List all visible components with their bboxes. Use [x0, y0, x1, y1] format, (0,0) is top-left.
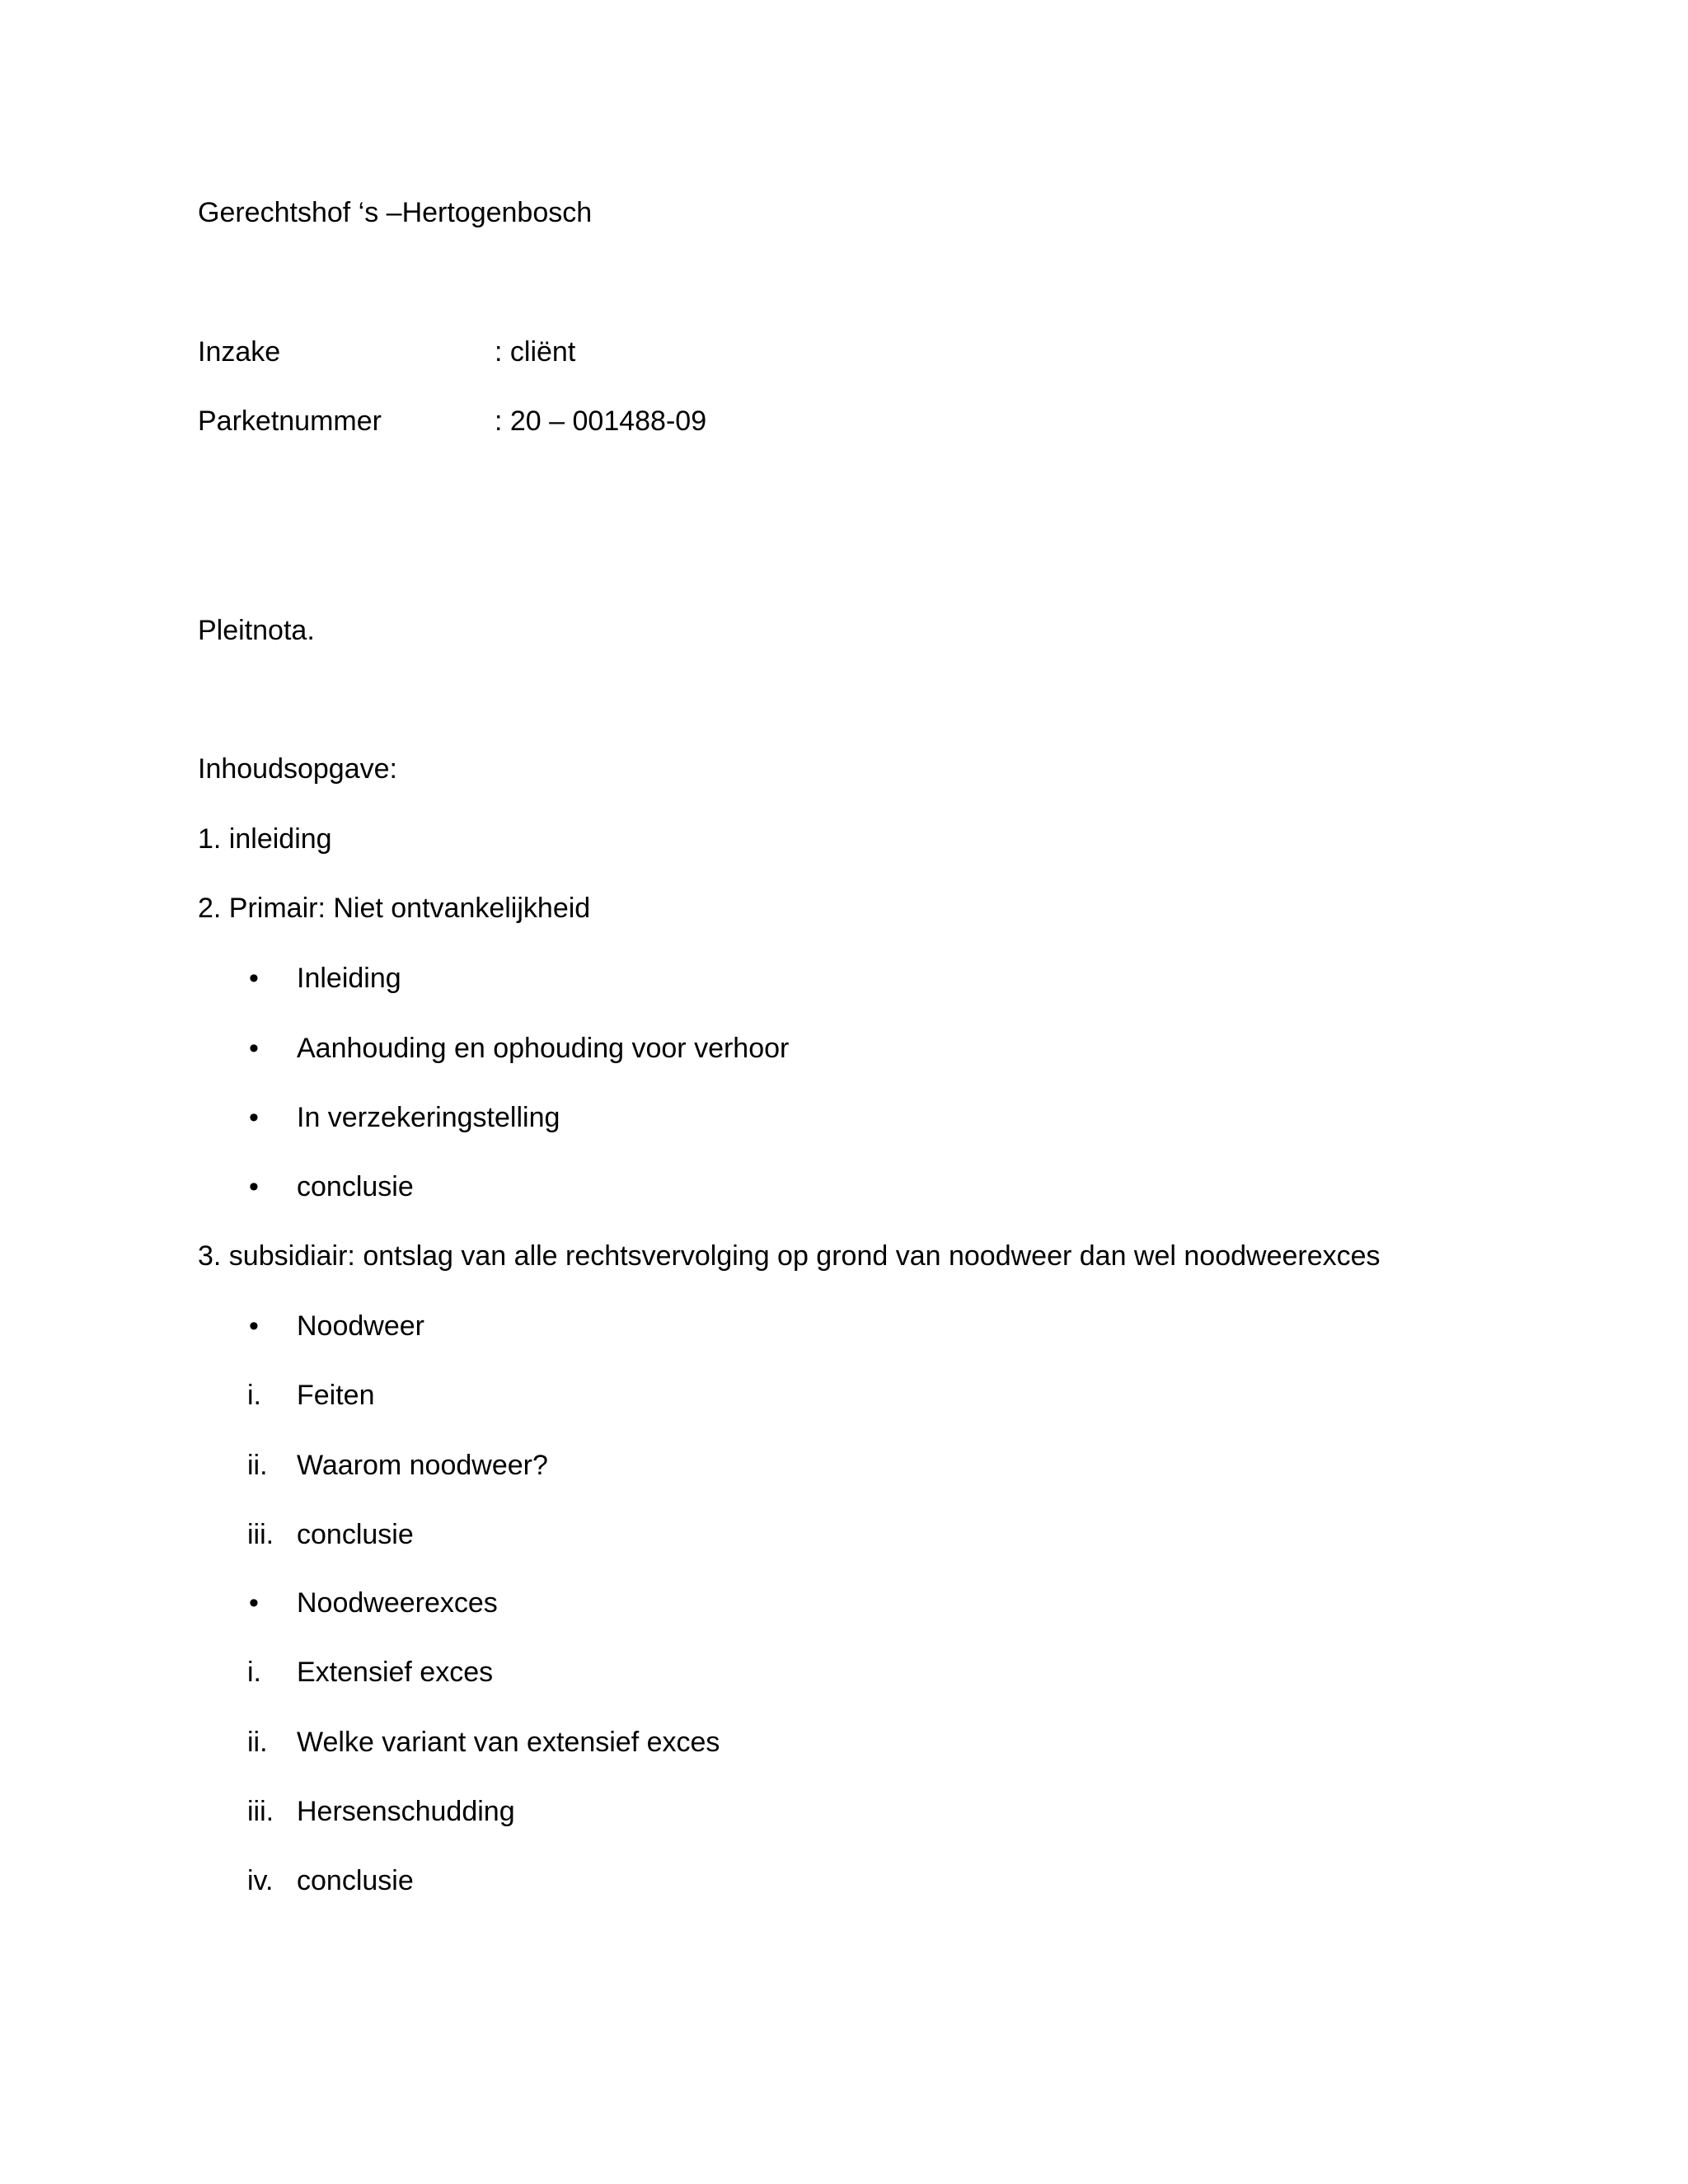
toc-heading: Inhoudsopgave: [198, 753, 397, 785]
document-title: Pleitnota. [198, 615, 315, 646]
bullet-marker: • [249, 1587, 259, 1619]
parketnummer-label: Parketnummer [198, 405, 382, 437]
roman-marker: ii. [247, 1727, 268, 1758]
bullet-marker: • [249, 1033, 259, 1064]
bullet-marker: • [249, 1171, 259, 1202]
toc-item-conclusie: conclusie [297, 1865, 414, 1896]
roman-marker: iii. [247, 1796, 274, 1827]
toc-item-extensief-exces: Extensief exces [297, 1657, 494, 1688]
inzake-label: Inzake [198, 336, 281, 368]
parketnummer-value: : 20 – 001488-09 [495, 405, 707, 437]
bullet-marker: • [249, 1310, 259, 1342]
roman-marker: iv. [247, 1865, 274, 1896]
roman-marker: i. [247, 1380, 261, 1411]
toc-item-noodweerexces: Noodweerexces [297, 1587, 498, 1619]
toc-item-inverzekeringstelling: In verzekeringstelling [297, 1102, 560, 1133]
roman-marker: i. [247, 1657, 261, 1688]
bullet-marker: • [249, 963, 259, 994]
toc-section-2: 2. Primair: Niet ontvankelijkheid [198, 893, 591, 924]
toc-item-hersenschudding: Hersenschudding [297, 1796, 515, 1827]
toc-item-aanhouding: Aanhouding en ophouding voor verhoor [297, 1033, 790, 1064]
toc-item-welke-variant: Welke variant van extensief exces [297, 1727, 720, 1758]
toc-item-noodweer: Noodweer [297, 1310, 424, 1342]
toc-item-feiten: Feiten [297, 1380, 375, 1411]
toc-section-1: 1. inleiding [198, 823, 332, 855]
court-name: Gerechtshof ‘s –Hertogenbosch [198, 197, 593, 228]
toc-item-inleiding: Inleiding [297, 963, 401, 994]
toc-item-conclusie: conclusie [297, 1519, 414, 1550]
bullet-marker: • [249, 1102, 259, 1133]
toc-item-conclusie: conclusie [297, 1171, 414, 1202]
toc-section-3: 3. subsidiair: ontslag van alle rechtsvervolging op grond van noodweer dan wel noodweerexces [198, 1240, 1381, 1272]
inzake-value: : cliënt [495, 336, 576, 368]
toc-item-waarom-noodweer: Waarom noodweer? [297, 1450, 548, 1481]
roman-marker: iii. [247, 1519, 274, 1550]
roman-marker: ii. [247, 1450, 268, 1481]
